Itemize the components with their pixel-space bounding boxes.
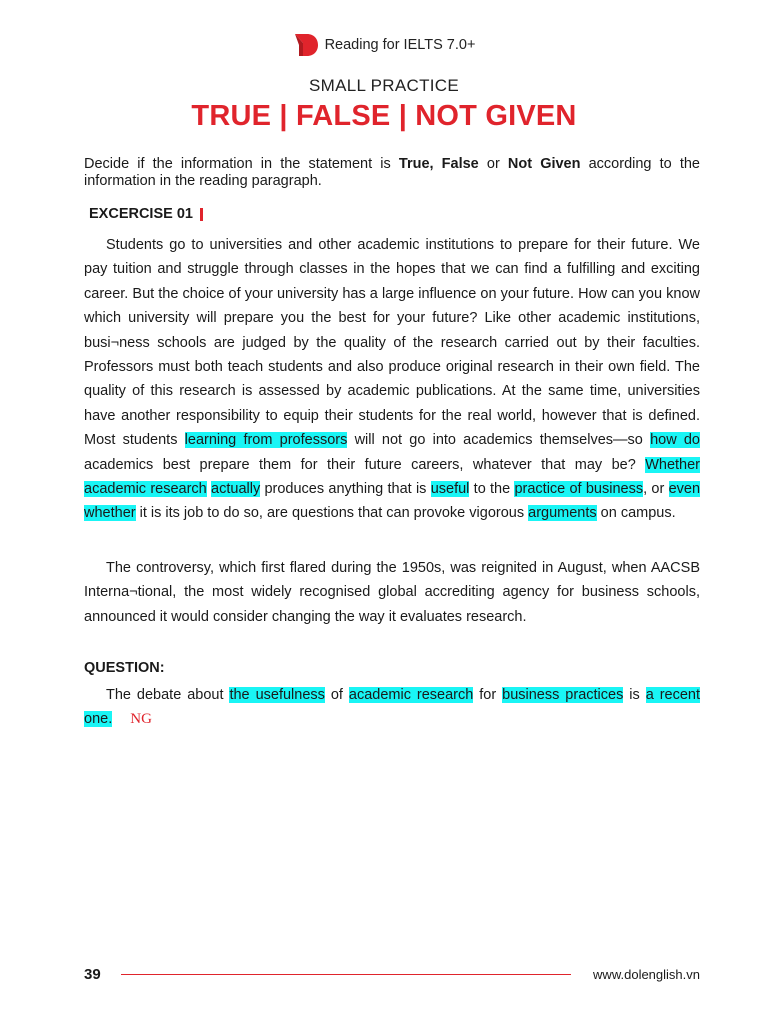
text-run: academics best prepare them for their future careers, whatever that may be?	[84, 456, 646, 473]
text-run: , or	[643, 481, 669, 498]
instruction-prefix: Decide if the information in the statement is	[84, 156, 399, 172]
answer-mark: NG	[130, 711, 152, 728]
instruction-option-true-false: True, False	[398, 156, 479, 172]
brand-title: Reading for IELTS 7.0+	[324, 37, 476, 53]
text-run: for	[473, 687, 503, 703]
text-run: is	[623, 687, 646, 703]
highlighted-phrase: learning from professors	[184, 432, 348, 449]
passage-paragraph-1	[84, 233, 700, 526]
text-run: will not go into academics themselves—so	[347, 432, 651, 449]
text-run: on campus.	[596, 505, 676, 522]
text-run: The debate about	[106, 687, 230, 703]
page-footer	[84, 966, 700, 983]
highlighted-phrase: useful	[430, 481, 470, 498]
exercise-heading	[89, 206, 203, 222]
highlighted-phrase: a recent one.	[84, 687, 701, 728]
website-link[interactable]: www.dolenglish.vn	[593, 967, 700, 982]
text-run: to the	[469, 481, 515, 498]
highlighted-phrase: practice of business	[514, 481, 644, 498]
exercise-marker	[200, 208, 203, 221]
instruction-mid: or	[478, 156, 508, 172]
text-run: produces anything that is	[260, 481, 431, 498]
exercise-label: EXCERCISE 01	[89, 206, 193, 222]
passage-paragraph-2: The controversy, which first flared during the 1950s, was reignited in August, when AACSB Interna¬tional, the most widely recognised global accrediting agency for business schools, announced it would consider changing the way it evaluates research.	[84, 560, 700, 625]
page-title: TRUE | FALSE | NOT GIVEN	[191, 100, 577, 132]
text-run: it is its job to do so, are questions that can provoke vigorous	[135, 505, 529, 522]
highlighted-phrase: business practices	[502, 687, 624, 703]
page-number: 39	[84, 966, 101, 983]
highlighted-phrase: actually	[211, 481, 261, 498]
instruction-option-not-given: Not Given	[507, 156, 581, 172]
page-header	[0, 31, 768, 59]
question-label: QUESTION:	[84, 660, 165, 676]
highlighted-phrase: arguments	[528, 505, 597, 522]
highlighted-phrase: even whether	[84, 481, 701, 522]
highlighted-phrase: academic research	[348, 687, 474, 703]
section-subtitle: SMALL PRACTICE	[309, 76, 459, 95]
text-run: Students go to universities and other academic institutions to prepare for their future. We pay tuition and struggle through classes in the hopes that we can find a fulfilling and exciting career. But the choice of your university has a large influence on your future. How can you know which university will prepare you the best for your future? Like other academic institutions, busi¬ness schools are judged by the quality of the research carried out by their faculties. Professors must both teach students and also produce original research in their own field. The quality of this research is assessed by academic publications. At the same time, universities have another responsibility to equip their students for the real world, however that is defined. Most students	[84, 237, 700, 449]
do-english-logo-icon	[293, 31, 319, 59]
question-text	[84, 683, 700, 732]
instruction-text	[84, 156, 700, 190]
highlighted-phrase: the usefulness	[229, 687, 325, 703]
instruction-suffix: according to the information in the reading paragraph.	[84, 156, 700, 189]
highlighted-phrase: how do	[650, 432, 700, 449]
text-run: of	[324, 687, 349, 703]
footer-divider	[121, 974, 571, 975]
highlighted-phrase: Whether academic research	[84, 456, 700, 498]
